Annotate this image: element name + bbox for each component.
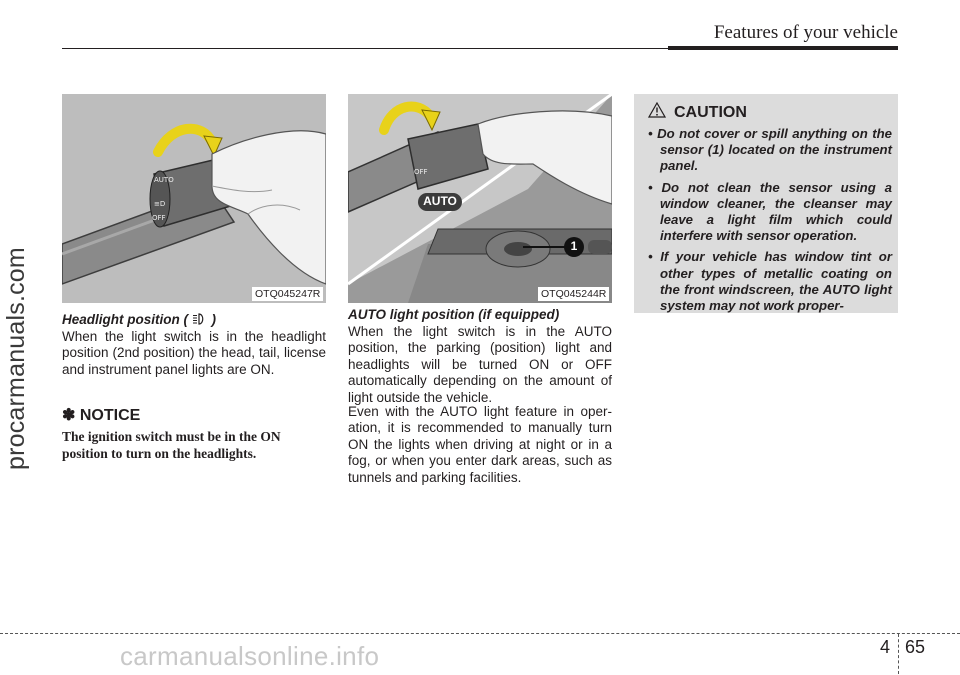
notice-block — [62, 405, 326, 462]
svg-text:≡D: ≡D — [154, 200, 166, 208]
sensor-marker: 1 — [570, 239, 578, 253]
auto-light-paragraph-1: When the light switch is in the AUTO position, the parking (position) light and headlights will be turned ON or OFF automatically depending on the amount of light outside the vehicle. — [348, 324, 612, 405]
header-rule — [62, 46, 898, 50]
footer-rule — [0, 633, 960, 634]
headlight-icon — [192, 313, 208, 328]
svg-text:OFF: OFF — [414, 168, 428, 176]
auto-label: AUTO — [423, 194, 457, 208]
warning-triangle-icon — [648, 102, 666, 123]
auto-light-paragraph-2: Even with the AUTO light feature in oper-ation, it is recommended to manually turn ON the lights when driving at night or in a fog, or when you enter dark areas, such as tunnels and parking facilities. — [348, 404, 612, 485]
notice-heading — [62, 405, 326, 425]
side-watermark: procarmanuals.com — [2, 247, 30, 470]
headlight-position-heading — [62, 312, 216, 328]
notice-text: The ignition switch must be in the ON position to turn on the headlights. — [62, 429, 281, 461]
heading-text: Headlight position ( — [62, 312, 188, 327]
footer-divider — [898, 634, 899, 674]
heading-close: ) — [211, 312, 217, 327]
caution-box — [634, 94, 898, 313]
caution-header — [648, 102, 747, 123]
figure-caption: OTQ045244R — [538, 287, 609, 301]
caution-list — [640, 126, 892, 319]
caution-item: • Do not clean the sensor using a window cleaner, the cleanser may leave a light film which could interfere with sensor operation. — [648, 179, 892, 244]
auto-sensor-illustration — [348, 94, 612, 303]
caution-item: • Do not cover or spill anything on the sensor (1) located on the instrument panel. — [648, 126, 893, 174]
page-number: 65 — [905, 637, 926, 657]
headlight-position-body: When the light switch is in the headlight position (2nd position) the head, tail, license and instrument panel lights are ON. — [62, 329, 326, 377]
caution-item: • If your vehicle has window tint or other types of metallic coating on the front windscreen, the AUTO light system may not work proper- — [648, 249, 892, 314]
headlight-switch-figure — [62, 94, 326, 303]
caution-title: CAUTION — [674, 103, 747, 121]
stalk-illustration — [62, 94, 326, 303]
svg-text:OFF: OFF — [152, 214, 166, 222]
notice-symbol-icon: ✽ — [62, 407, 76, 424]
auto-light-heading: AUTO light position (if equipped) — [348, 307, 560, 322]
page-header-title: Features of your vehicle — [713, 22, 898, 43]
chapter-number: 4 — [880, 637, 891, 657]
figure-caption: OTQ045247R — [252, 287, 323, 301]
auto-light-figure — [348, 94, 612, 303]
notice-title: NOTICE — [79, 407, 141, 424]
bottom-watermark: carmanualsonline.info — [120, 641, 380, 671]
svg-text:AUTO: AUTO — [154, 176, 174, 184]
